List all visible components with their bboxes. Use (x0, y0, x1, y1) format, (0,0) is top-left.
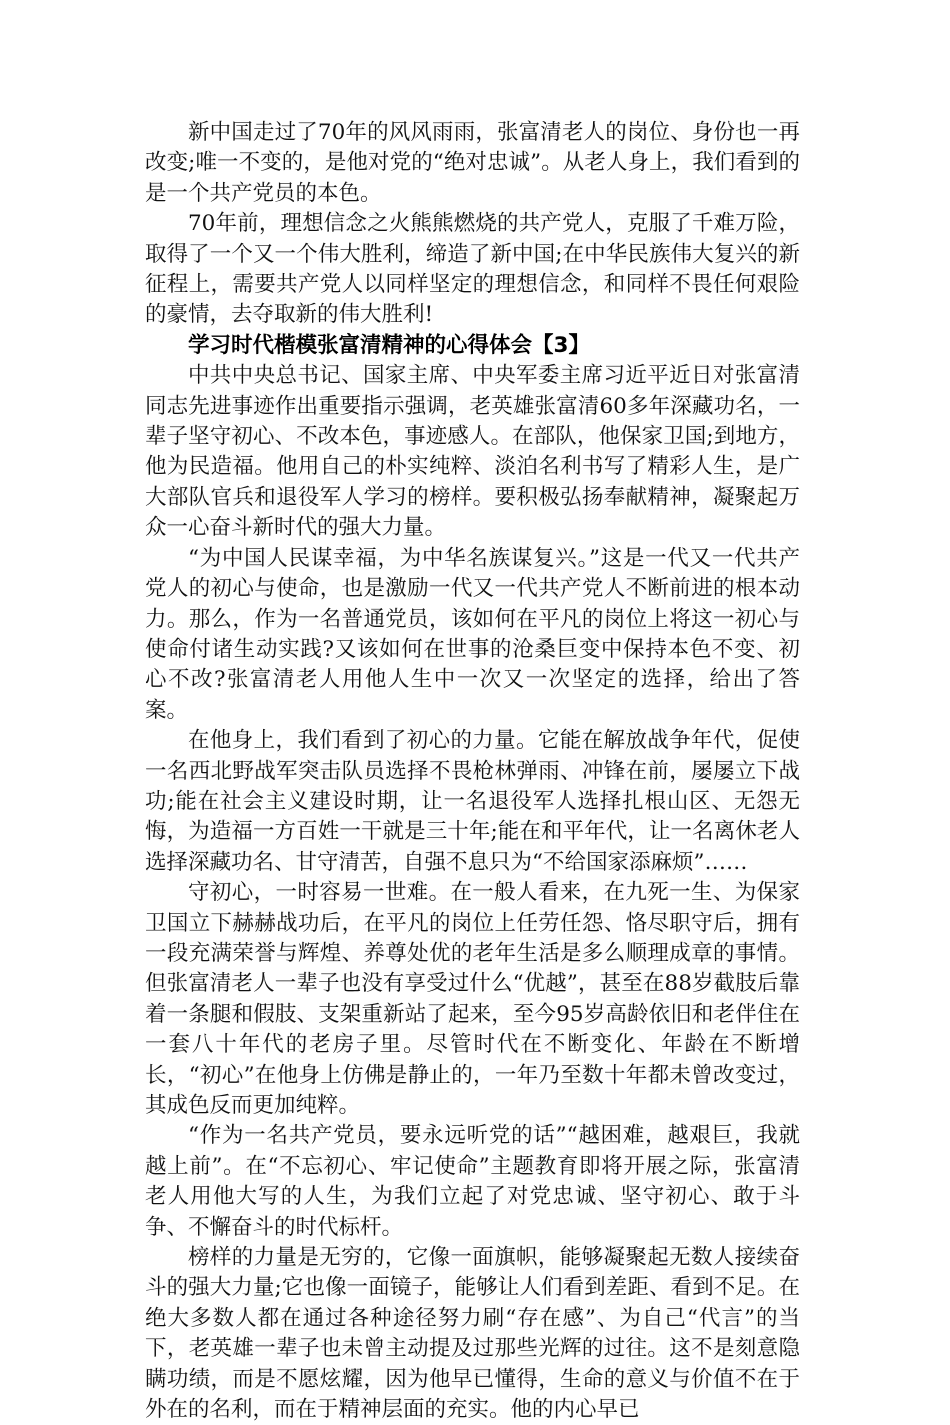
paragraph: “为中国人民谋幸福，为中华名族谋复兴。”这是一代又一代共产党人的初心与使命，也是激励一代又一代共产党人不断前进的根本动力。那么，作为一名普通党员，该如何在平凡的岗位上将这一初心与使命付诸生动实践?又该如何在世事的沧桑巨变中保持本色不变、初心不改?张富清老人用他人生中一次又一次坚定的选择，给出了答案。 (145, 545, 800, 723)
paragraph: 榜样的力量是无穷的，它像一面旗帜，能够凝聚起无数人接续奋斗的强大力量;它也像一面镜子，能够让人们看到差距、看到不足。在绝大多数人都在通过各种途径努力刷“存在感”、为自己“代言”的当下，老英雄一辈子也未曾主动提及过那些光辉的过往。这不是刻意隐瞒功绩，而是不愿炫耀，因为他早已懂得，生命的意义与价值不在于外在的名利，而在于精神层面的充实。他的内心早已 (145, 1245, 800, 1423)
document-body (145, 118, 800, 1425)
section-heading: 学习时代楷模张富清精神的心得体会【3】 (188, 332, 590, 358)
paragraph: 新中国走过了70年的风风雨雨，张富清老人的岗位、身份也一再改变;唯一不变的，是他对党的“绝对忠诚”。从老人身上，我们看到的是一个共产党员的本色。 (145, 120, 800, 206)
paragraph: “作为一名共产党员，要永远听党的话”“越困难，越艰巨，我就越上前”。在“不忘初心、牢记使命”主题教育即将开展之际，张富清老人用他大写的人生，为我们立起了对党忠诚、坚守初心、敢于斗争、不懈奋斗的时代标杆。 (145, 1123, 800, 1240)
paragraph: 在他身上，我们看到了初心的力量。它能在解放战争年代，促使一名西北野战军突击队员选择不畏枪林弹雨、冲锋在前，屡屡立下战功;能在社会主义建设时期，让一名退役军人选择扎根山区、无怨无悔，为造福一方百姓一干就是三十年;能在和平年代，让一名离休老人选择深藏功名、甘守清苦，自强不息只为“不给国家添麻烦”…… (145, 728, 800, 875)
paragraph: 70年前，理想信念之火熊熊燃烧的共产党人，克服了千难万险，取得了一个又一个伟大胜利，缔造了新中国;在中华民族伟大复兴的新征程上，需要共产党人以同样坚定的理想信念，和同样不畏任何艰险的豪情，去夺取新的伟大胜利! (145, 211, 800, 328)
paragraph: 守初心，一时容易一世难。在一般人看来，在九死一生、为保家卫国立下赫赫战功后，在平凡的岗位上任劳任怨、恪尽职守后，拥有一段充满荣誉与辉煌、养尊处优的老年生活是多么顺理成章的事情。但张富清老人一辈子也没有享受过什么“优越”，甚至在88岁截肢后靠着一条腿和假肢、支架重新站了起来，至今95岁高龄依旧和老伴住在一套八十年代的老房子里。尽管时代在不断变化、年龄在不断增长，“初心”在他身上仿佛是静止的，一年乃至数十年都未曾改变过，其成色反而更加纯粹。 (145, 880, 800, 1118)
paragraph: 中共中央总书记、国家主席、中央军委主席习近平近日对张富清同志先进事迹作出重要指示强调，老英雄张富清60多年深藏功名，一辈子坚守初心、不改本色，事迹感人。在部队，他保家卫国;到地方，他为民造福。他用自己的朴实纯粹、淡泊名利书写了精彩人生，是广大部队官兵和退役军人学习的榜样。要积极弘扬奉献精神，凝聚起万众一心奋斗新时代的强大力量。 (145, 363, 800, 541)
